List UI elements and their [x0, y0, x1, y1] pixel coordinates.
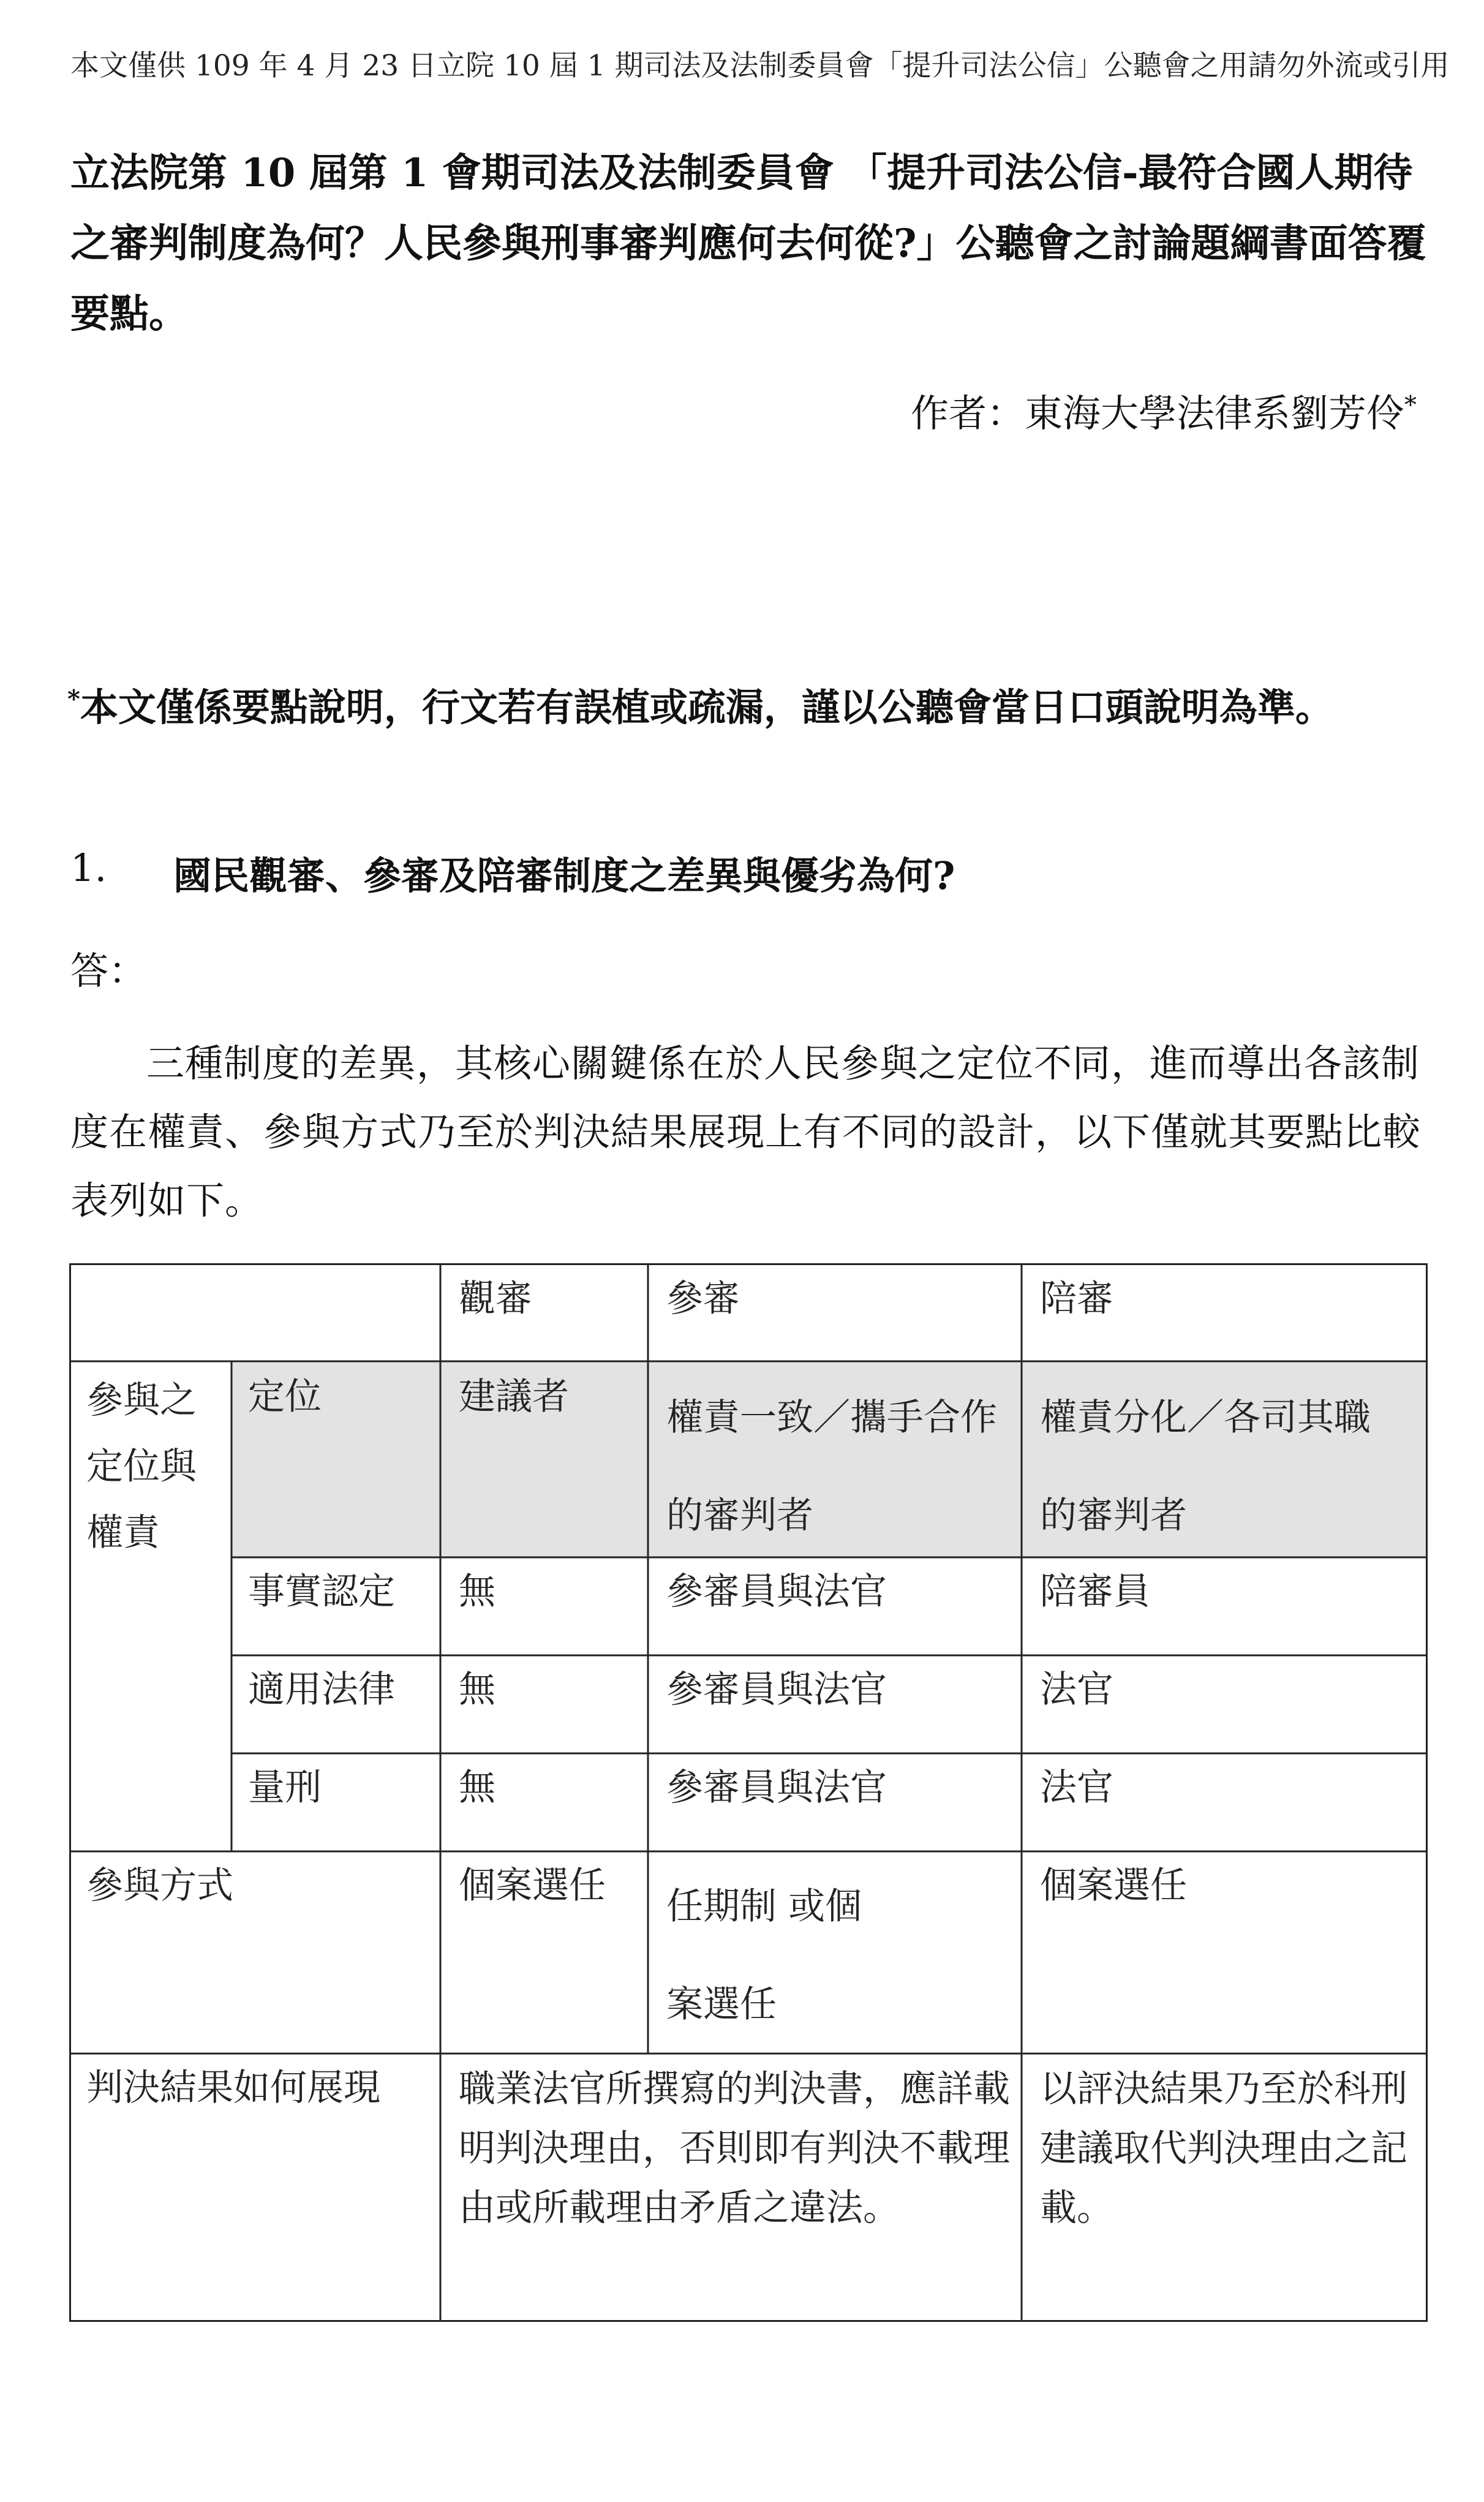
pei-position: 權責分化／各司其職的審判者 — [1040, 1396, 1371, 1537]
guan-fact: 無 — [459, 1570, 495, 1613]
group-label: 參與之定位與權責 — [86, 1379, 197, 1554]
can-sentence: 參審員與法官 — [666, 1766, 887, 1809]
header-peishen: 陪審 — [1040, 1277, 1113, 1320]
guan-can-judgment: 職業法官所撰寫的判決書，應詳載明判決理由，否則即有判決不載理由或所載理由矛盾之違法。 — [459, 2068, 1010, 2229]
comparison-table — [69, 1263, 1428, 2322]
question-text: 國民觀審、參審及陪審制度之差異與優劣為何? — [173, 853, 955, 898]
author-line — [911, 383, 1417, 437]
author-footnote-mark: * — [1404, 391, 1417, 420]
document-title: 立法院第 10 屆第 1 會期司法及法制委員會 「提升司法公信-最符合國人期待之審判制度為何？人民參與刑事審判應何去何從?」公聽會之討論題綱書面答覆要點。 — [70, 150, 1426, 337]
guan-method: 個案選任 — [459, 1864, 606, 1907]
header-canshen: 參審 — [666, 1277, 740, 1320]
guan-sentence: 無 — [459, 1766, 495, 1809]
guan-position: 建議者 — [459, 1375, 569, 1418]
row-label-judgment: 判決結果如何展現 — [86, 2066, 380, 2109]
footnote-text: 本文僅係要點說明，行文若有誤植或疏漏，謹以公聽會當日口頭說明為準。 — [80, 685, 1333, 730]
body-paragraph: 三種制度的差異，其核心關鍵係在於人民參與之定位不同，進而導出各該制度在權責、參與方式乃至於判決結果展現上有不同的設計，以下僅就其要點比較表列如下。 — [70, 1041, 1422, 1223]
distribution-notice: 本文僅供 109 年 4 月 23 日立院 10 屆 1 期司法及法制委員會「提升司法公信」公聽會之用請勿外流或引用 — [70, 49, 1450, 83]
guan-law: 無 — [459, 1668, 495, 1711]
row-label-fact: 事實認定 — [248, 1570, 395, 1613]
row-label-position: 定位 — [248, 1375, 322, 1418]
can-fact: 參審員與法官 — [666, 1570, 887, 1613]
footnote-mark: * — [67, 684, 80, 714]
can-position: 權責一致／攜手合作的審判者 — [666, 1396, 997, 1537]
pei-method: 個案選任 — [1040, 1864, 1187, 1907]
author-name: 作者：東海大學法律系劉芳伶 — [910, 391, 1404, 436]
pei-law: 法官 — [1040, 1668, 1113, 1711]
row-label-law: 適用法律 — [248, 1668, 395, 1711]
question-number: 1. — [70, 845, 107, 890]
pei-fact: 陪審員 — [1040, 1570, 1150, 1613]
can-method: 任期制 或個案選任 — [666, 1885, 862, 2026]
can-law: 參審員與法官 — [666, 1668, 887, 1711]
row-label-method: 參與方式 — [86, 1864, 233, 1907]
row-label-sentence: 量刑 — [248, 1766, 322, 1809]
footnote — [67, 677, 1333, 731]
pei-judgment: 以評決結果乃至於科刑建議取代判決理由之記載。 — [1040, 2068, 1407, 2229]
header-guanshen: 觀審 — [459, 1277, 532, 1320]
pei-sentence: 法官 — [1040, 1766, 1113, 1809]
answer-label: 答： — [70, 948, 147, 993]
